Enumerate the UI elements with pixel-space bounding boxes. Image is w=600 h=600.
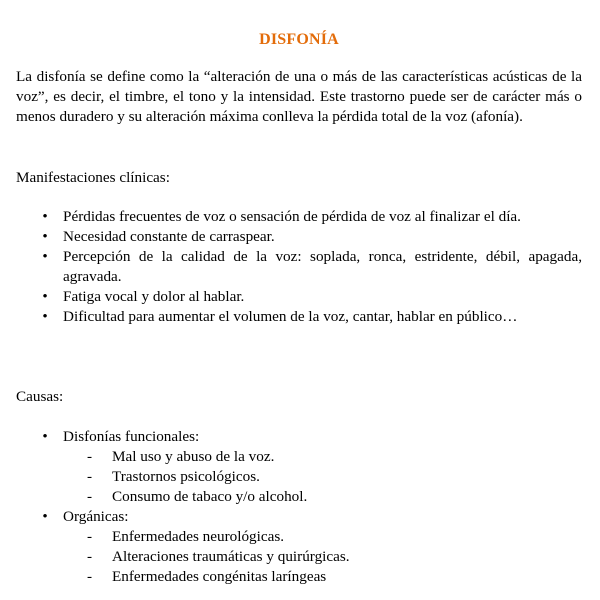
list-item: [16, 287, 582, 307]
dash-icon: -: [87, 528, 93, 545]
sublist-item-text: Enfermedades congénitas laríngeas: [112, 568, 327, 585]
sublist-item: [63, 447, 582, 467]
cause-group: [16, 507, 582, 587]
intro-paragraph: La disfonía se define como la “alteración de una o más de las características acústicas de la voz”, es decir, el timbre, el tono y la intensidad. Este trastorno puede ser de carácter más o menos duradero y su alteración máxima conlleva la pérdida total de la voz (afonía).: [16, 68, 582, 125]
sublist-item: [63, 487, 582, 507]
bullet-icon: •: [42, 508, 48, 525]
cause-group-label: Disfonías funcionales:: [63, 428, 200, 445]
dash-icon: -: [87, 488, 93, 505]
list-item: [16, 247, 582, 287]
sublist-item: [63, 567, 582, 587]
list-item-text: Pérdidas frecuentes de voz o sensación de pérdida de voz al finalizar el día.: [63, 208, 521, 225]
cause-sublist: [63, 447, 582, 507]
list-item-text: Necesidad constante de carraspear.: [63, 228, 275, 245]
sublist-item-text: Enfermedades neurológicas.: [112, 528, 285, 545]
cause-group: [16, 427, 582, 507]
sublist-item: [63, 467, 582, 487]
list-item: [16, 307, 582, 327]
dash-icon: -: [87, 448, 93, 465]
sublist-item-text: Trastornos psicológicos.: [112, 468, 260, 485]
document-title: DISFONÍA: [259, 31, 339, 48]
bullet-icon: •: [42, 248, 48, 265]
cause-group-label: Orgánicas:: [63, 508, 129, 525]
sublist-item: [63, 547, 582, 567]
dash-icon: -: [87, 468, 93, 485]
dash-icon: -: [87, 568, 93, 585]
list-item: [16, 227, 582, 247]
bullet-icon: •: [42, 288, 48, 305]
manifestations-list: [16, 207, 582, 327]
bullet-icon: •: [42, 428, 48, 445]
dash-icon: -: [87, 548, 93, 565]
causes-list: [16, 427, 582, 587]
manifestations-heading: Manifestaciones clínicas:: [16, 169, 170, 186]
sublist-item-text: Mal uso y abuso de la voz.: [112, 448, 275, 465]
bullet-icon: •: [42, 208, 48, 225]
causes-heading: Causas:: [16, 388, 64, 405]
bullet-icon: •: [42, 228, 48, 245]
list-item: [16, 207, 582, 227]
list-item-text: Fatiga vocal y dolor al hablar.: [63, 288, 245, 305]
list-item-text: Percepción de la calidad de la voz: soplada, ronca, estridente, débil, apagada, agravada.: [63, 248, 582, 285]
sublist-item: [63, 527, 582, 547]
sublist-item-text: Consumo de tabaco y/o alcohol.: [112, 488, 308, 505]
cause-sublist: [63, 527, 582, 587]
sublist-item-text: Alteraciones traumáticas y quirúrgicas.: [112, 548, 350, 565]
bullet-icon: •: [42, 308, 48, 325]
list-item-text: Dificultad para aumentar el volumen de la voz, cantar, hablar en público…: [63, 308, 518, 325]
